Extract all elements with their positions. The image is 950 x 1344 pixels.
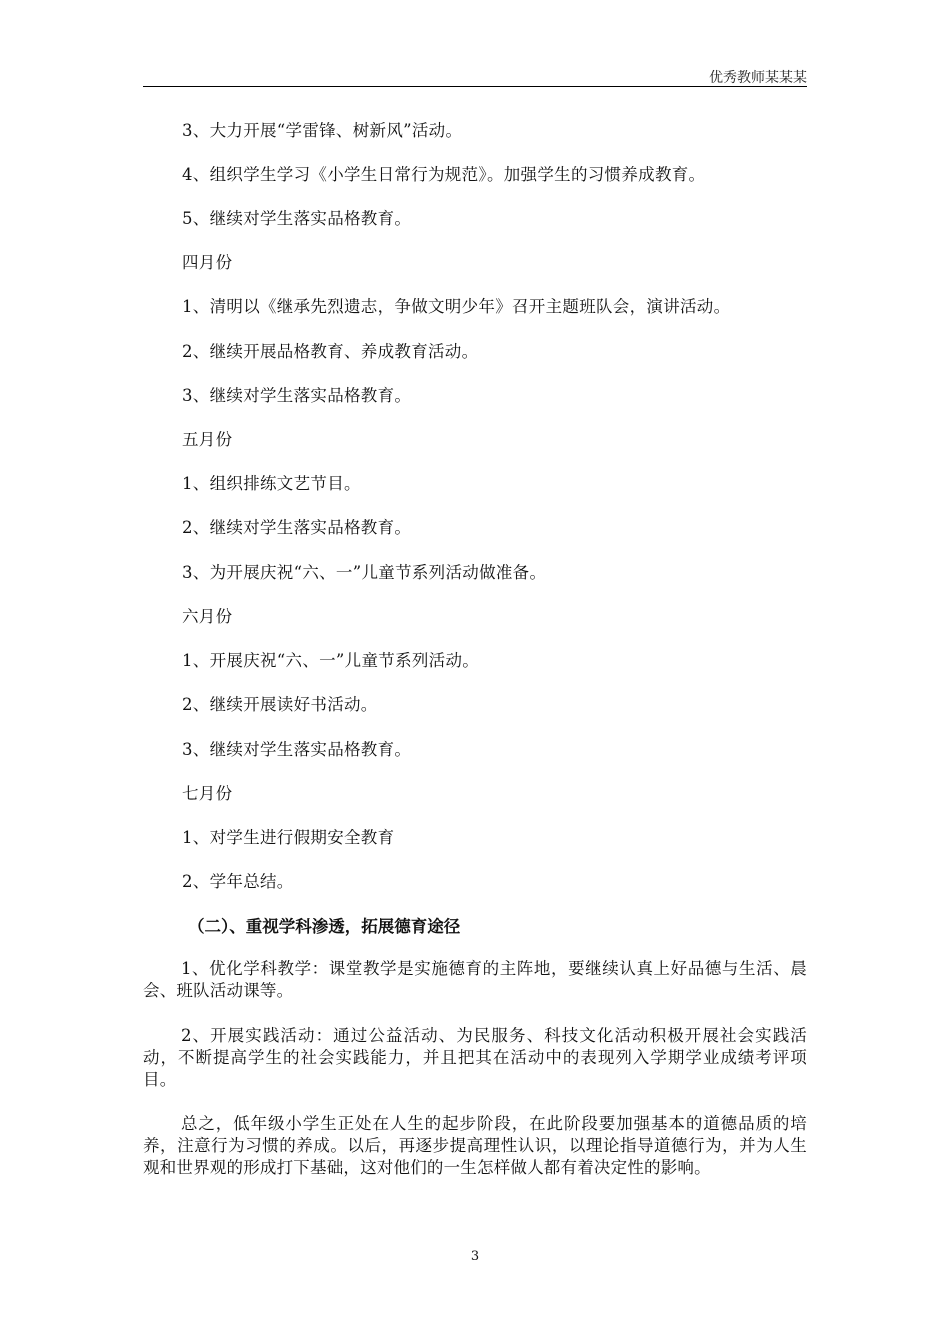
section-heading: （二）、重视学科渗透，拓展德育途径 — [188, 917, 461, 936]
list-item: 1、清明以《继承先烈遗志，争做文明少年》召开主题班队会，演讲活动。 — [182, 297, 731, 316]
page-number: 3 — [470, 1249, 480, 1264]
list-item: 2、继续对学生落实品格教育。 — [182, 518, 412, 537]
paragraph: 2、开展实践活动：通过公益活动、为民服务、科技文化活动积极开展社会实践活动，不断提高学生的社会实践能力，并且把其在活动中的表现列入学期学业成绩考评项目。 — [143, 1026, 807, 1089]
list-item: 3、继续对学生落实品格教育。 — [182, 740, 412, 759]
paragraph: 1、优化学科教学：课堂教学是实施德育的主阵地，要继续认真上好品德与生活、晨会、班队活动课等。 — [143, 959, 807, 1000]
list-item: 2、继续开展品格教育、养成教育活动。 — [182, 342, 479, 361]
list-item: 3、为开展庆祝“六、一”儿童节系列活动做准备。 — [182, 563, 547, 582]
paragraph: 总之，低年级小学生正处在人生的起步阶段，在此阶段要加强基本的道德品质的培养，注意行为习惯的养成。以后，再逐步提高理性认识，以理论指导道德行为，并为人生观和世界观的形成打下基础，这对他们的一生怎样做人都有着决定性的影响。 — [143, 1114, 807, 1177]
list-item: 3、继续对学生落实品格教育。 — [182, 386, 412, 405]
list-item: 1、对学生进行假期安全教育 — [182, 828, 395, 847]
month-heading: 六月份 — [182, 607, 233, 626]
month-heading: 七月份 — [182, 784, 233, 803]
month-heading: 四月份 — [182, 253, 233, 272]
list-item: 3、大力开展“学雷锋、树新风”活动。 — [182, 121, 463, 140]
list-item: 1、开展庆祝“六、一”儿童节系列活动。 — [182, 651, 480, 670]
list-item: 2、继续开展读好书活动。 — [182, 695, 378, 714]
month-heading: 五月份 — [182, 430, 233, 449]
page-header-title: 优秀教师某某某 — [709, 70, 807, 86]
list-item: 2、学年总结。 — [182, 872, 294, 891]
list-item: 1、组织排练文艺节目。 — [182, 474, 361, 493]
list-item: 4、组织学生学习《小学生日常行为规范》。加强学生的习惯养成教育。 — [182, 165, 706, 184]
header-divider — [143, 86, 807, 87]
list-item: 5、继续对学生落实品格教育。 — [182, 209, 412, 228]
